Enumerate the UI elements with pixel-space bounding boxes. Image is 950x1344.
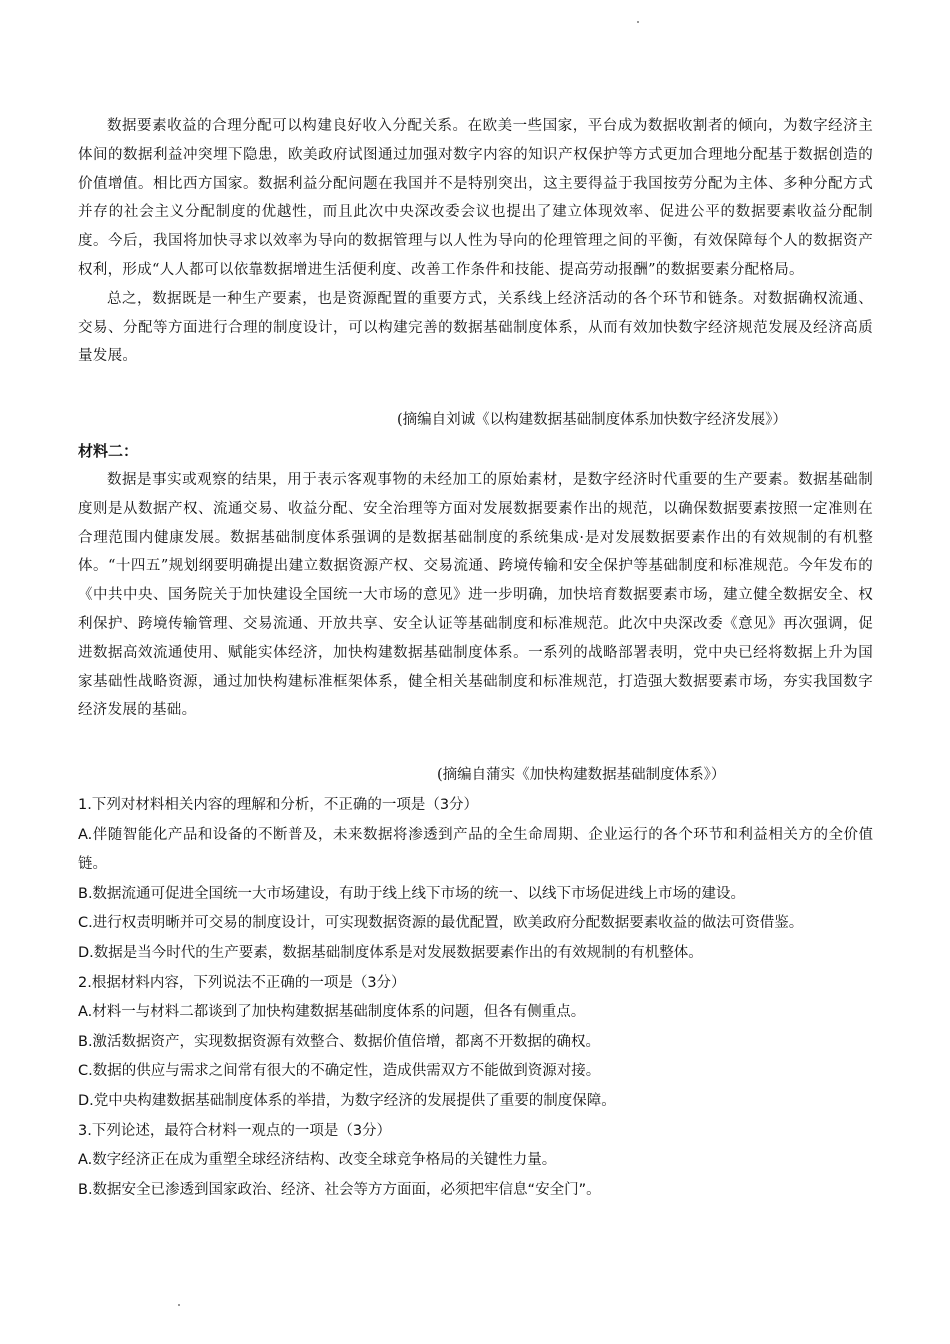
question-option: C.数据的供应与需求之间常有很大的不确定性，造成供需双方不能做到资源对接。 [78, 1063, 601, 1080]
question-option: B.数据安全已渗透到国家政治、经济、社会等方方面面，必须把牢信息“安全门”。 [78, 1181, 601, 1198]
material2-paragraph: 数据是事实或观察的结果，用于表示客观事物的未经加工的原始素材，是数字经济时代重要的生产要素。数据基础制度则是从数据产权、流通交易、收益分配、安全治理等方面对发展数据要素作出的规范，以确保数据要素按照一定准则在合理范围内健康发展。数据基础制度体系强调的是数据基础制度的系统集成·是对发展数据要素作出的有效规制的有机整体。“十四五”规划纲要明确提出建立数据资源产权、交易流通、跨境传输和安全保护等基础制度和标准规范。今年发布的《中共中央、国务院关于加快建设全国统一大市场的意见》进一步明确，加快培育数据要素市场，建立健全数据安全、权利保护、跨境传输管理、交易流通、开放共享、安全认证等基础制度和标准规范。此次中央深改委《意见》再次强调，促进数据高效流通使用、赋能实体经济，加快构建数据基础制度体系。一系列的战略部署表明，党中央已经将数据上升为国家基础性战略资源，通过加快构建标准框架体系，健全相关基础制度和标准规范，打造强大数据要素市场，夯实我国数字经济发展的基础。 [78, 472, 873, 719]
question-option: B.激活数据资产，实现数据资源有效整合、数据价值倍增，都离不开数据的确权。 [78, 1033, 601, 1050]
material1-paragraph: 数据要素收益的合理分配可以构建良好收入分配关系。在欧美一些国家，平台成为数据收割者的倾向，为数字经济主体间的数据利益冲突埋下隐患，欧美政府试图通过加强对数字内容的知识产权保护等方式更加合理地分配基于数据创造的价值增值。相比西方国家。数据利益分配问题在我国并不是特别突出，这主要得益于我国按劳分配为主体、多种分配方式并存的社会主义分配制度的优越性，而且此次中央深改委会议也提出了建立体现效率、促进公平的数据要素收益分配制度。今后，我国将加快寻求以效率为导向的数据管理与以人性为导向的伦理管理之间的平衡，有效保障每个人的数据资产权利，形成“人人都可以依靠数据增进生活便利度、改善工作条件和技能、提高劳动报酬”的数据要素分配格局。 [78, 118, 873, 278]
question-option: A.伴随智能化产品和设备的不断普及，未来数据将渗透到产品的全生命周期、企业运行的各个环节和利益相关方的全价值链。 [78, 826, 873, 873]
question-option: D.数据是当今时代的生产要素，数据基础制度体系是对发展数据要素作出的有效规制的有机整体。 [78, 944, 703, 961]
question-option: D.党中央构建数据基础制度体系的举措，为数字经济的发展提供了重要的制度保障。 [78, 1092, 616, 1109]
material2-source: (摘编自蒲实《加快构建数据基础制度体系》） [437, 767, 726, 783]
material1-paragraph: 总之，数据既是一种生产要素，也是资源配置的重要方式，关系线上经济活动的各个环节和链条。对数据确权流通、交易、分配等方面进行合理的制度设计，可以构建完善的数据基础制度体系，从而有效加快数字经济规范发展及经济高质量发展。 [78, 290, 873, 365]
question-stem: 1.下列对材料相关内容的理解和分析，不正确的一项是（3分） [78, 797, 479, 813]
questions-section [78, 791, 873, 1205]
scan-speck [637, 21, 639, 23]
question-option: A.数字经济正在成为重塑全球经济结构、改变全球竞争格局的关键性力量。 [78, 1152, 557, 1169]
question-option: B.数据流通可促进全国统一大市场建设，有助于线上线下市场的统一、以线下市场促进线上市场的建设。 [78, 885, 746, 902]
question-option: C.进行权责明晰并可交易的制度设计，可实现数据资源的最优配置，欧美政府分配数据要素收益的做法可资借鉴。 [78, 915, 804, 932]
material2-body [78, 466, 873, 725]
material2-heading: 材料二： [78, 442, 139, 460]
scan-speck [178, 1304, 180, 1306]
question-stem: 3.下列论述，最符合材料一观点的一项是（3分） [78, 1122, 392, 1139]
question-stem: 2.根据材料内容，下列说法不正确的一项是（3分） [78, 974, 406, 991]
material1-source: (摘编自刘诚《以构建数据基础制度体系加快数字经济发展》） [397, 412, 787, 428]
question-option: A.材料一与材料二都谈到了加快构建数据基础制度体系的问题，但各有侧重点。 [78, 1004, 586, 1021]
material1-body [78, 112, 873, 371]
